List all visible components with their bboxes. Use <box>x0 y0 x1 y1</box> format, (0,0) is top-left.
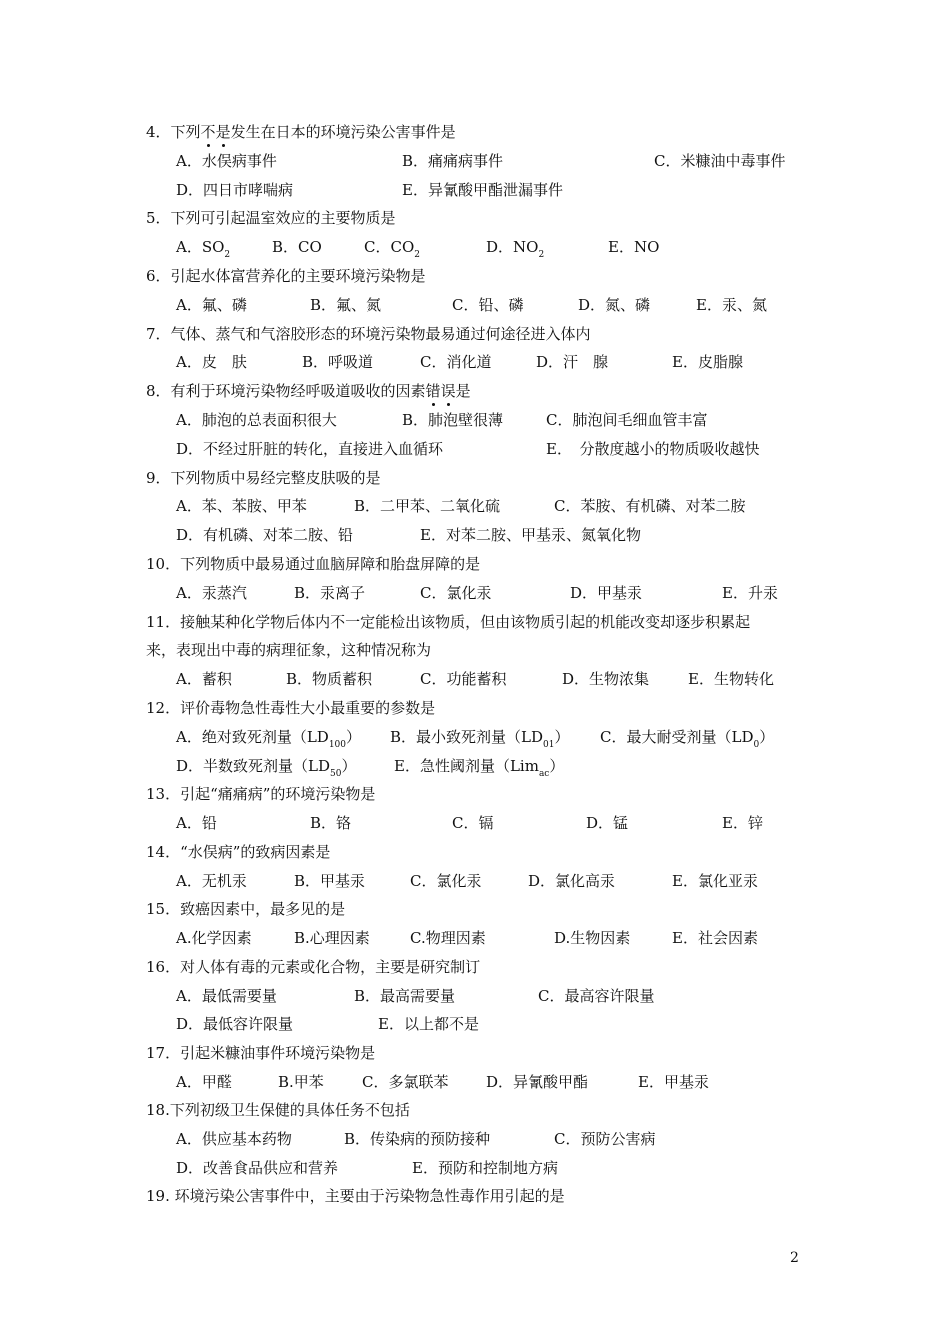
option: E．预防和控制地方病 <box>412 1159 558 1177</box>
option: B．铬 <box>310 814 352 832</box>
option: E．汞、氮 <box>696 296 767 314</box>
question-stem: 7．气体、蒸气和气溶胶形态的环境污染物最易通过何途径进入体内 <box>146 325 591 343</box>
option: B．传染病的预防接种 <box>344 1130 491 1148</box>
option: E．甲基汞 <box>638 1073 709 1091</box>
option: A．$SO_2$ <box>176 238 231 260</box>
option: A．甲醛 <box>176 1073 232 1091</box>
question-stem: 14．“水俣病”的致病因素是 <box>146 843 331 861</box>
option: D．改善食品供应和营养 <box>176 1159 339 1177</box>
emphasis-dots <box>426 382 456 400</box>
option: A．氟、磷 <box>176 296 247 314</box>
option: D．氯化高汞 <box>528 872 616 890</box>
option: B．氟、氮 <box>310 296 382 314</box>
option: A．肺泡的总表面积很大 <box>176 411 337 429</box>
option: C．$CO_2$ <box>364 238 420 260</box>
option: B．CO <box>272 238 322 256</box>
question-stem: 12．评价毒物急性毒性大小最重要的参数是 <box>146 699 436 717</box>
emphasis-char: 不 <box>200 123 216 141</box>
option: B.甲苯 <box>278 1073 324 1091</box>
stem-text: 4．下列 <box>146 123 201 141</box>
question-stem: 18.下列初级卫生保健的具体任务不包括 <box>146 1101 410 1119</box>
option: D．半数致死剂量$(LD_{50})$ <box>176 757 357 779</box>
option: B．物质蓄积 <box>286 670 373 688</box>
question-stem: 17．引起米糠油事件环境污染物是 <box>146 1044 376 1062</box>
option: D．有机磷、对苯二胺、铅 <box>176 526 354 544</box>
stem-text: 发生在日本的环境污染公害事件是 <box>230 123 456 141</box>
question-stem <box>146 381 471 401</box>
option: D．甲基汞 <box>570 584 643 602</box>
question-stem: 15．致癌因素中，最多见的是 <box>146 900 346 918</box>
option: E．锌 <box>722 814 763 832</box>
option: B．汞离子 <box>294 584 366 602</box>
option: B．最小致死剂量$(LD_{01})$ <box>390 728 570 750</box>
option: C．铅、磷 <box>452 296 524 314</box>
option: A．皮 肤 <box>176 353 247 371</box>
option: B．甲基汞 <box>294 872 366 890</box>
stem-text: 是 <box>455 382 471 400</box>
question-stem: 11．接触某种化学物后体内不一定能检出该物质，但由该物质引起的机能改变却逐步积累起 <box>146 613 751 631</box>
question-stem: 9．下列物质中易经完整皮肤吸的是 <box>146 469 381 487</box>
option: E．升汞 <box>722 584 778 602</box>
option: E．氯化亚汞 <box>672 872 758 890</box>
option: A．苯、苯胺、甲苯 <box>176 497 307 515</box>
option: A．绝对致死剂量$(LD_{100})$ <box>176 728 362 750</box>
option: A．水俣病事件 <box>176 152 277 170</box>
option: C．镉 <box>452 814 494 832</box>
option: B．痛痛病事件 <box>402 152 504 170</box>
option: C.物理因素 <box>410 929 486 947</box>
option: C．预防公害病 <box>554 1130 656 1148</box>
option: A．无机汞 <box>176 872 247 890</box>
option: C．苯胺、有机磷、对苯二胺 <box>554 497 746 515</box>
option: A．蓄积 <box>176 670 232 688</box>
option: C．消化道 <box>420 353 492 371</box>
option: D．$NO_2$ <box>486 238 545 260</box>
option: E．以上都不是 <box>378 1015 479 1033</box>
stem-text: 8．有利于环境污染物经呼吸道吸收的因素 <box>146 382 426 400</box>
option: D.生物因素 <box>554 929 631 947</box>
option: E．社会因素 <box>672 929 758 947</box>
option: C．功能蓄积 <box>420 670 507 688</box>
option: A．铅 <box>176 814 217 832</box>
page-number: 2 <box>790 1250 799 1266</box>
option: D．锰 <box>586 814 629 832</box>
option: B．呼吸道 <box>302 353 374 371</box>
option: E．皮脂腺 <box>672 353 743 371</box>
option: D．最低容许限量 <box>176 1015 294 1033</box>
emphasis-char: 误 <box>440 382 456 400</box>
option: E．对苯二胺、甲基汞、氮氧化物 <box>420 526 641 544</box>
option: D．异氰酸甲酯 <box>486 1073 589 1091</box>
option: C．米糠油中毒事件 <box>654 152 786 170</box>
option: D．汗 腺 <box>536 353 609 371</box>
question-stem: 13．引起“痛痛病”的环境污染物是 <box>146 785 376 803</box>
option: D．四日市哮喘病 <box>176 181 294 199</box>
question-stem <box>146 122 456 142</box>
option: E． 分散度越小的物质吸收越快 <box>546 440 760 458</box>
option: E．NO <box>608 238 660 256</box>
option: E．急性阈剂量（Lim$_{ac}$） <box>394 757 565 779</box>
option: C．多氯联苯 <box>362 1073 449 1091</box>
option: C．最大耐受剂量$(LD_0)$ <box>600 728 775 750</box>
option: E．异氰酸甲酯泄漏事件 <box>402 181 563 199</box>
question-stem: 5．下列可引起温室效应的主要物质是 <box>146 209 396 227</box>
option: A．汞蒸汽 <box>176 584 247 602</box>
emphasis-dots <box>201 123 231 141</box>
option: C．肺泡间毛细血管丰富 <box>546 411 708 429</box>
option: C．氯化汞 <box>420 584 492 602</box>
option: B.心理因素 <box>294 929 370 947</box>
option: C．氯化汞 <box>410 872 482 890</box>
question-stem: 6．引起水体富营养化的主要环境污染物是 <box>146 267 426 285</box>
question-stem: 19. 环境污染公害事件中，主要由于污染物急性毒作用引起的是 <box>146 1187 565 1205</box>
option: C．最高容许限量 <box>538 987 655 1005</box>
option: D．氮、磷 <box>578 296 651 314</box>
option: D．生物浓集 <box>562 670 650 688</box>
question-stem: 16．对人体有毒的元素或化合物，主要是研究制订 <box>146 958 481 976</box>
option: B．二甲苯、二氧化硫 <box>354 497 501 515</box>
question-stem: 10．下列物质中最易通过血脑屏障和胎盘屏障的是 <box>146 555 481 573</box>
emphasis-char: 是 <box>215 123 231 141</box>
option: A.化学因素 <box>176 929 252 947</box>
option: A．供应基本药物 <box>176 1130 292 1148</box>
option: A．最低需要量 <box>176 987 277 1005</box>
option: D．不经过肝脏的转化，直接进入血循环 <box>176 440 444 458</box>
option: B．最高需要量 <box>354 987 456 1005</box>
option: E．生物转化 <box>688 670 774 688</box>
question-stem: 来，表现出中毒的病理征象，这种情况称为 <box>146 641 432 659</box>
emphasis-char: 错 <box>425 382 441 400</box>
option: B．肺泡壁很薄 <box>402 411 504 429</box>
